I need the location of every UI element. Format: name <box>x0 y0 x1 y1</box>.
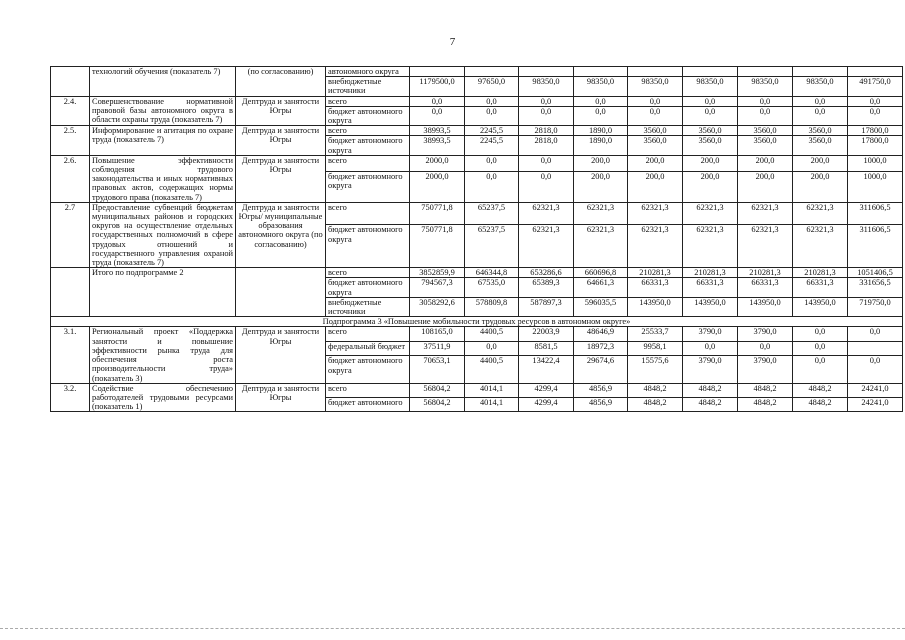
amount-cell: 4848,2 <box>683 398 738 412</box>
amount-cell: 98350,0 <box>574 77 628 96</box>
amount-cell: 62321,3 <box>683 202 738 225</box>
amount-cell: 200,0 <box>683 172 738 203</box>
amount-cell: 0,0 <box>793 341 848 355</box>
row-number-cell: 3.1. <box>51 327 90 383</box>
amount-cell: 70653,1 <box>410 356 465 383</box>
amount-cell: 3790,0 <box>683 356 738 383</box>
amount-cell: 200,0 <box>683 155 738 171</box>
measure-name-cell: Предоставление субвенций бюджетам муниципальных районов и городских округов на осуществление отдельных государственных полномочий в сфере трудовых отношений и государственного управления охраной труда (показатель 7) <box>90 202 236 267</box>
amount-cell: 210281,3 <box>683 268 738 278</box>
amount-cell: 0,0 <box>738 106 793 125</box>
amount-cell: 64661,3 <box>574 278 628 297</box>
funding-source-cell: бюджет автономного округа <box>326 172 410 203</box>
funding-source-cell: автономного округа <box>326 67 410 77</box>
amount-cell: 56804,2 <box>410 398 465 412</box>
amount-cell: 596035,5 <box>574 297 628 316</box>
funding-source-cell: бюджет автономного округа <box>326 136 410 155</box>
row-number-cell: 2.4. <box>51 96 90 126</box>
amount-cell: 66331,3 <box>793 278 848 297</box>
funding-source-cell: бюджет автономного округа <box>326 106 410 125</box>
measure-name-cell: Итого по подпрограмме 2 <box>90 268 236 317</box>
amount-cell: 4856,9 <box>574 383 628 397</box>
amount-cell: 15575,6 <box>628 356 683 383</box>
amount-cell: 22003,9 <box>519 327 574 341</box>
amount-cell: 62321,3 <box>574 202 628 225</box>
amount-cell: 200,0 <box>793 172 848 203</box>
amount-cell: 4848,2 <box>628 398 683 412</box>
amount-cell: 0,0 <box>793 96 848 106</box>
amount-cell: 67535,0 <box>465 278 519 297</box>
amount-cell: 3790,0 <box>738 356 793 383</box>
amount-cell: 660696,8 <box>574 268 628 278</box>
funding-source-cell: внебюджетные источники <box>326 297 410 316</box>
amount-cell: 3560,0 <box>793 126 848 136</box>
measure-name-cell: технологий обучения (показатель 7) <box>90 67 236 97</box>
amount-cell: 3790,0 <box>683 327 738 341</box>
amount-cell <box>410 67 465 77</box>
amount-cell: 62321,3 <box>519 225 574 268</box>
amount-cell: 98350,0 <box>793 77 848 96</box>
amount-cell: 0,0 <box>793 356 848 383</box>
amount-cell: 200,0 <box>574 172 628 203</box>
amount-cell: 98350,0 <box>519 77 574 96</box>
amount-cell: 311606,5 <box>848 225 903 268</box>
executor-cell <box>236 268 326 317</box>
amount-cell: 4856,9 <box>574 398 628 412</box>
amount-cell: 200,0 <box>738 155 793 171</box>
row-number-cell: 2.7 <box>51 202 90 267</box>
amount-cell: 4400,5 <box>465 356 519 383</box>
amount-cell: 0,0 <box>628 106 683 125</box>
amount-cell: 97650,0 <box>465 77 519 96</box>
amount-cell: 2818,0 <box>519 126 574 136</box>
amount-cell <box>793 67 848 77</box>
amount-cell <box>574 67 628 77</box>
amount-cell: 3058292,6 <box>410 297 465 316</box>
funding-source-cell: внебюджетные источники <box>326 77 410 96</box>
amount-cell: 62321,3 <box>738 225 793 268</box>
amount-cell: 0,0 <box>738 341 793 355</box>
amount-cell <box>738 67 793 77</box>
amount-cell: 25533,7 <box>628 327 683 341</box>
amount-cell: 3560,0 <box>628 126 683 136</box>
measure-name-cell: Повышение эффективности соблюдения трудового законодательства и иных нормативных правовых актов, содержащих нормы трудового права (показатель 7) <box>90 155 236 202</box>
amount-cell: 24241,0 <box>848 383 903 397</box>
amount-cell: 750771,8 <box>410 202 465 225</box>
amount-cell: 3560,0 <box>738 136 793 155</box>
amount-cell: 794567,3 <box>410 278 465 297</box>
amount-cell: 210281,3 <box>738 268 793 278</box>
amount-cell: 2000,0 <box>410 172 465 203</box>
amount-cell: 0,0 <box>410 106 465 125</box>
amount-cell: 1000,0 <box>848 172 903 203</box>
amount-cell: 491750,0 <box>848 77 903 96</box>
amount-cell: 4848,2 <box>683 383 738 397</box>
table-body <box>51 67 903 412</box>
amount-cell: 0,0 <box>848 106 903 125</box>
amount-cell: 4014,1 <box>465 383 519 397</box>
amount-cell: 62321,3 <box>793 202 848 225</box>
amount-cell: 1051406,5 <box>848 268 903 278</box>
amount-cell: 0,0 <box>793 327 848 341</box>
measure-name-cell: Совершенствование нормативной правовой базы автономного округа в области охраны труда (показатель 7) <box>90 96 236 126</box>
amount-cell: 750771,8 <box>410 225 465 268</box>
page-bottom-edge <box>0 628 905 629</box>
amount-cell: 13422,4 <box>519 356 574 383</box>
amount-cell: 143950,0 <box>628 297 683 316</box>
amount-cell: 62321,3 <box>628 225 683 268</box>
measure-name-cell: Информирование и агитация по охране труда (показатель 7) <box>90 126 236 156</box>
amount-cell: 38993,5 <box>410 136 465 155</box>
page-number: 7 <box>449 36 456 48</box>
amount-cell: 24241,0 <box>848 398 903 412</box>
amount-cell: 0,0 <box>465 341 519 355</box>
amount-cell: 2818,0 <box>519 136 574 155</box>
amount-cell: 200,0 <box>793 155 848 171</box>
amount-cell: 3790,0 <box>738 327 793 341</box>
amount-cell: 653286,6 <box>519 268 574 278</box>
amount-cell: 210281,3 <box>628 268 683 278</box>
amount-cell <box>848 67 903 77</box>
amount-cell: 0,0 <box>848 327 903 341</box>
amount-cell: 0,0 <box>683 106 738 125</box>
amount-cell: 3560,0 <box>628 136 683 155</box>
amount-cell: 0,0 <box>683 96 738 106</box>
funding-source-cell: всего <box>326 126 410 136</box>
table-row <box>51 268 903 278</box>
amount-cell: 1890,0 <box>574 126 628 136</box>
executor-cell: Дептруда и занятости Югры <box>236 383 326 412</box>
amount-cell: 4014,1 <box>465 398 519 412</box>
amount-cell: 0,0 <box>519 172 574 203</box>
amount-cell: 4848,2 <box>793 398 848 412</box>
amount-cell: 8581,5 <box>519 341 574 355</box>
amount-cell: 37511,9 <box>410 341 465 355</box>
amount-cell: 0,0 <box>628 96 683 106</box>
amount-cell: 62321,3 <box>683 225 738 268</box>
executor-cell: Дептруда и занятости Югры <box>236 327 326 383</box>
amount-cell: 0,0 <box>683 341 738 355</box>
amount-cell: 0,0 <box>848 96 903 106</box>
amount-cell: 65237,5 <box>465 225 519 268</box>
amount-cell: 65389,3 <box>519 278 574 297</box>
funding-source-cell: бюджет автономного округа <box>326 356 410 383</box>
program-funding-table <box>50 66 903 412</box>
amount-cell <box>465 67 519 77</box>
amount-cell: 62321,3 <box>574 225 628 268</box>
funding-source-cell: всего <box>326 202 410 225</box>
amount-cell: 4848,2 <box>738 383 793 397</box>
funding-source-cell: всего <box>326 96 410 106</box>
row-number-cell <box>51 268 90 317</box>
amount-cell: 56804,2 <box>410 383 465 397</box>
funding-source-cell: бюджет автономного округа <box>326 278 410 297</box>
amount-cell: 200,0 <box>628 155 683 171</box>
table-row <box>51 327 903 341</box>
amount-cell: 108165,0 <box>410 327 465 341</box>
funding-source-cell: бюджет автономного округа <box>326 225 410 268</box>
amount-cell <box>683 67 738 77</box>
amount-cell: 200,0 <box>738 172 793 203</box>
funding-source-cell: бюджет автономного <box>326 398 410 412</box>
amount-cell: 3852859,9 <box>410 268 465 278</box>
amount-cell: 0,0 <box>519 96 574 106</box>
funding-source-cell: всего <box>326 155 410 171</box>
amount-cell: 4400,5 <box>465 327 519 341</box>
amount-cell: 3560,0 <box>793 136 848 155</box>
amount-cell: 62321,3 <box>628 202 683 225</box>
amount-cell: 200,0 <box>628 172 683 203</box>
amount-cell: 0,0 <box>574 96 628 106</box>
executor-cell: Дептруда и занятости Югры <box>236 126 326 156</box>
amount-cell: 0,0 <box>465 96 519 106</box>
funding-source-cell: всего <box>326 327 410 341</box>
amount-cell: 98350,0 <box>738 77 793 96</box>
amount-cell: 0,0 <box>519 106 574 125</box>
amount-cell: 38993,5 <box>410 126 465 136</box>
row-number-cell <box>51 67 90 97</box>
amount-cell: 62321,3 <box>793 225 848 268</box>
amount-cell <box>519 67 574 77</box>
amount-cell <box>848 341 903 355</box>
amount-cell: 66331,3 <box>628 278 683 297</box>
amount-cell: 29674,6 <box>574 356 628 383</box>
amount-cell: 719750,0 <box>848 297 903 316</box>
amount-cell: 0,0 <box>519 155 574 171</box>
amount-cell: 1000,0 <box>848 155 903 171</box>
measure-name-cell: Содействие обеспечению работодателей трудовыми ресурсами (показатель 1) <box>90 383 236 412</box>
amount-cell: 62321,3 <box>519 202 574 225</box>
table-row <box>51 96 903 106</box>
amount-cell: 17800,0 <box>848 136 903 155</box>
amount-cell: 4848,2 <box>793 383 848 397</box>
amount-cell: 0,0 <box>793 106 848 125</box>
amount-cell: 331656,5 <box>848 278 903 297</box>
amount-cell: 143950,0 <box>683 297 738 316</box>
amount-cell: 1890,0 <box>574 136 628 155</box>
amount-cell: 646344,8 <box>465 268 519 278</box>
amount-cell: 98350,0 <box>683 77 738 96</box>
amount-cell: 3560,0 <box>738 126 793 136</box>
row-number-cell: 3.2. <box>51 383 90 412</box>
amount-cell: 1179500,0 <box>410 77 465 96</box>
amount-cell: 3560,0 <box>683 136 738 155</box>
amount-cell: 210281,3 <box>793 268 848 278</box>
amount-cell: 66331,3 <box>738 278 793 297</box>
amount-cell: 0,0 <box>574 106 628 125</box>
table-row <box>51 317 903 327</box>
amount-cell: 2245,5 <box>465 126 519 136</box>
row-number-cell: 2.6. <box>51 155 90 202</box>
amount-cell: 0,0 <box>465 106 519 125</box>
amount-cell: 0,0 <box>410 96 465 106</box>
amount-cell <box>628 67 683 77</box>
amount-cell: 0,0 <box>848 356 903 383</box>
funding-source-cell: всего <box>326 383 410 397</box>
table-row <box>51 155 903 171</box>
amount-cell: 62321,3 <box>738 202 793 225</box>
amount-cell: 143950,0 <box>738 297 793 316</box>
table-row <box>51 383 903 397</box>
subprogram-heading: Подпрограмма 3 «Повышение мобильности трудовых ресурсов в автономном округе» <box>51 317 903 327</box>
amount-cell: 0,0 <box>465 155 519 171</box>
amount-cell: 578809,8 <box>465 297 519 316</box>
executor-cell: Дептруда и занятости Югры <box>236 96 326 126</box>
table-row <box>51 202 903 225</box>
row-number-cell: 2.5. <box>51 126 90 156</box>
executor-cell: (по согласованию) <box>236 67 326 97</box>
executor-cell: Дептруда и занятости Югры <box>236 155 326 202</box>
amount-cell: 98350,0 <box>628 77 683 96</box>
executor-cell: Дептруда и занятости Югры/ муниципальные образования автономного округа (по согласованию) <box>236 202 326 267</box>
amount-cell: 9958,1 <box>628 341 683 355</box>
amount-cell: 2000,0 <box>410 155 465 171</box>
amount-cell: 4848,2 <box>738 398 793 412</box>
measure-name-cell: Региональный проект «Поддержка занятости и повышение эффективности рынка труда для обеспечения роста производительности труда» (показатель 3) <box>90 327 236 383</box>
table-row <box>51 126 903 136</box>
amount-cell: 48646,9 <box>574 327 628 341</box>
amount-cell: 4299,4 <box>519 398 574 412</box>
amount-cell: 4848,2 <box>628 383 683 397</box>
amount-cell: 0,0 <box>465 172 519 203</box>
table-row <box>51 67 903 77</box>
amount-cell: 2245,5 <box>465 136 519 155</box>
amount-cell: 18972,3 <box>574 341 628 355</box>
amount-cell: 65237,5 <box>465 202 519 225</box>
amount-cell: 4299,4 <box>519 383 574 397</box>
amount-cell: 311606,5 <box>848 202 903 225</box>
amount-cell: 143950,0 <box>793 297 848 316</box>
amount-cell: 3560,0 <box>683 126 738 136</box>
amount-cell: 66331,3 <box>683 278 738 297</box>
amount-cell: 587897,3 <box>519 297 574 316</box>
amount-cell: 200,0 <box>574 155 628 171</box>
amount-cell: 0,0 <box>738 96 793 106</box>
funding-source-cell: всего <box>326 268 410 278</box>
amount-cell: 17800,0 <box>848 126 903 136</box>
funding-source-cell: федеральный бюджет <box>326 341 410 355</box>
